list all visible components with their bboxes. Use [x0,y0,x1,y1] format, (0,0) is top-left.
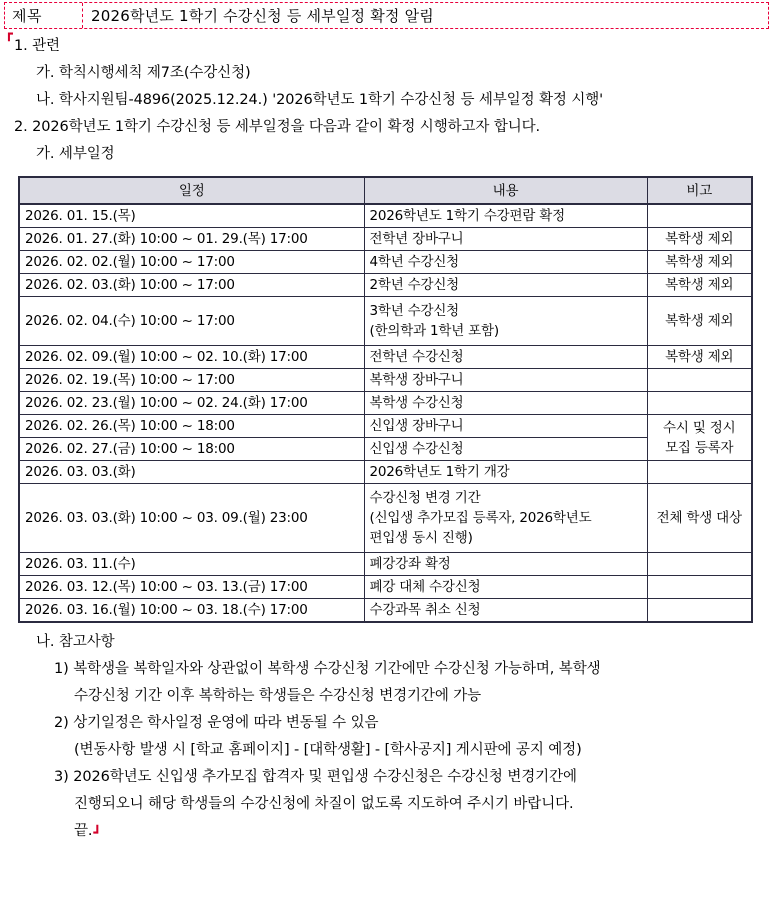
table-row [19,369,752,392]
cell-schedule-date: 2026. 02. 26.(목) 10:00 ~ 18:00 [19,415,364,438]
cell-schedule-date: 2026. 01. 27.(화) 10:00 ~ 01. 29.(목) 17:00 [19,228,364,251]
cell-schedule-detail [364,228,647,251]
cell-detail-line: (한의학과 1학년 포함) [369,323,499,339]
table-row [19,484,752,553]
cell-schedule-date: 2026. 03. 12.(목) 10:00 ~ 03. 13.(금) 17:00 [19,576,364,599]
section-item-2: 2. 2026학년도 1학기 수강신청 등 세부일정을 다음과 같이 확정 시행하고자 합니다. [14,119,541,135]
table-header-row [19,177,752,204]
open-bracket-mark: ┏ [5,27,13,42]
note-item-1-cont: 수강신청 기간 이후 복학하는 학생들은 수강신청 변경기간에 가능 [74,688,482,704]
document-end-line [6,818,767,847]
notes-heading: 나. 참고사항 [36,634,115,650]
cell-schedule-detail [364,274,647,297]
table-row [19,415,752,438]
cell-detail-line: 신입생 수강신청 [369,441,464,457]
cell-schedule-note: 복학생 제외 [647,251,752,274]
schedule-table [18,176,753,623]
table-row [19,204,752,228]
cell-schedule-date: 2026. 02. 09.(월) 10:00 ~ 02. 10.(화) 17:00 [19,346,364,369]
section-item-1b: 나. 학사지원팀-4896(2025.12.24.) '2026학년도 1학기 수강신청 등 세부일정 확정 시행' [36,92,604,108]
cell-detail-line: (신입생 추가모집 등록자, 2026학년도 [369,510,592,526]
cell-schedule-note: 복학생 제외 [647,274,752,297]
end-text: 끝. [74,823,93,839]
cell-detail-line: 신입생 장바구니 [369,418,464,434]
cell-schedule-detail [364,599,647,623]
cell-schedule-date: 2026. 02. 04.(수) 10:00 ~ 17:00 [19,297,364,346]
section-item-1a: 가. 학칙시행세칙 제7조(수강신청) [36,65,251,81]
cell-detail-line: 폐강 대체 수강신청 [369,579,481,595]
note-item-3-cont: 진행되오니 해당 학생들의 수강신청에 차질이 없도록 지도하여 주시기 바랍니다. [74,796,574,812]
cell-schedule-detail [364,204,647,228]
cell-detail-line: 4학년 수강신청 [369,254,460,270]
cell-schedule-date: 2026. 03. 03.(화) [19,461,364,484]
table-row [19,576,752,599]
cell-detail-line: 수강과목 취소 신청 [369,602,481,618]
note-item-2: 2) 상기일정은 학사일정 운영에 따라 변동될 수 있음 [54,715,379,731]
cell-note-line: 수시 및 정시 [663,419,736,436]
table-row [19,553,752,576]
cell-schedule-note [647,599,752,623]
table-row [19,461,752,484]
cell-schedule-detail [364,576,647,599]
cell-schedule-date: 2026. 02. 23.(월) 10:00 ~ 02. 24.(화) 17:00 [19,392,364,415]
cell-detail-line: 복학생 장바구니 [369,372,464,388]
cell-schedule-date: 2026. 02. 02.(월) 10:00 ~ 17:00 [19,251,364,274]
cell-schedule-note: 복학생 제외 [647,346,752,369]
cell-schedule-note [647,415,752,461]
cell-schedule-detail [364,369,647,392]
table-row [19,274,752,297]
cell-schedule-detail [364,484,647,553]
cell-schedule-note [647,576,752,599]
cell-detail-line: 2학년 수강신청 [369,277,460,293]
cell-schedule-detail [364,346,647,369]
note-item-2-cont: (변동사항 발생 시 [학교 홈페이지] - [대학생활] - [학사공지] 게시판에 공지 예정) [74,742,582,758]
column-header-note: 비고 [647,177,752,204]
cell-schedule-date: 2026. 01. 15.(목) [19,204,364,228]
cell-schedule-detail [364,553,647,576]
note-item-3: 3) 2026학년도 신입생 추가모집 합격자 및 편입생 수강신청은 수강신청 변경기간에 [54,769,577,785]
table-row [19,297,752,346]
section-item-2a: 가. 세부일정 [36,146,115,162]
cell-schedule-date: 2026. 02. 27.(금) 10:00 ~ 18:00 [19,438,364,461]
cell-schedule-note [647,461,752,484]
cell-schedule-date: 2026. 02. 03.(화) 10:00 ~ 17:00 [19,274,364,297]
table-row [19,228,752,251]
document-title-bar [4,2,769,29]
schedule-table-body [19,204,752,622]
schedule-table-wrapper [6,168,767,623]
table-row [19,438,752,461]
cell-detail-line: 전학년 수강신청 [369,349,464,365]
cell-detail-line: 수강신청 변경 기간 [369,490,481,506]
cell-detail-line: 2026학년도 1학기 개강 [369,464,510,480]
title-field-label: 제목 [5,3,83,28]
table-row [19,392,752,415]
column-header-schedule: 일정 [19,177,364,204]
cell-schedule-note [647,553,752,576]
document-title-text: 2026학년도 1학기 수강신청 등 세부일정 확정 알림 [91,7,434,25]
cell-detail-line: 전학년 장바구니 [369,231,464,247]
cell-schedule-detail [364,438,647,461]
cell-schedule-date: 2026. 03. 11.(수) [19,553,364,576]
cell-detail-line: 2026학년도 1학기 수강편람 확정 [369,208,565,224]
cell-schedule-note [647,369,752,392]
column-header-detail: 내용 [364,177,647,204]
cell-detail-line: 편입생 동시 진행) [369,530,473,546]
cell-note-line: 모집 등록자 [665,439,734,456]
cell-schedule-note [647,204,752,228]
cell-schedule-detail [364,461,647,484]
table-row [19,251,752,274]
cell-schedule-note: 복학생 제외 [647,297,752,346]
note-item-1: 1) 복학생을 복학일자와 상관없이 복학생 수강신청 기간에만 수강신청 가능하며, 복학생 [54,661,601,677]
cell-schedule-date: 2026. 03. 03.(화) 10:00 ~ 03. 09.(월) 23:00 [19,484,364,553]
cell-schedule-note: 복학생 제외 [647,228,752,251]
section-item-1-text: 1. 관련 [14,38,60,54]
cell-detail-line: 복학생 수강신청 [369,395,464,411]
cell-schedule-detail [364,297,647,346]
section-item-1 [5,27,767,60]
document-body [0,29,773,847]
cell-schedule-note: 전체 학생 대상 [647,484,752,553]
cell-detail-line: 3학년 수강신청 [369,303,460,319]
cell-schedule-date: 2026. 02. 19.(목) 10:00 ~ 17:00 [19,369,364,392]
cell-schedule-detail [364,251,647,274]
table-row [19,346,752,369]
cell-schedule-detail [364,392,647,415]
cell-schedule-date: 2026. 03. 16.(월) 10:00 ~ 03. 18.(수) 17:00 [19,599,364,623]
cell-detail-line: 폐강강좌 확정 [369,556,451,572]
close-bracket-mark: ┛ [93,826,102,841]
cell-schedule-detail [364,415,647,438]
table-row [19,599,752,623]
cell-schedule-note [647,392,752,415]
